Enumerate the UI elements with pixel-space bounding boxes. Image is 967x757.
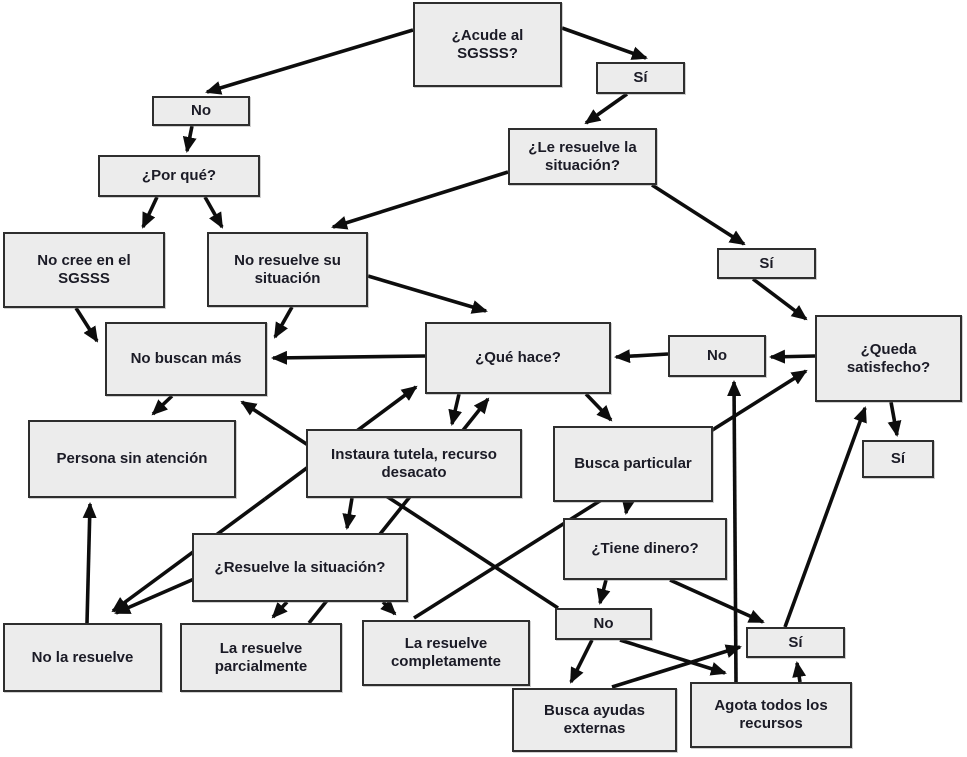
arrow-porque-to-noresuelve_sit [205, 197, 222, 227]
arrow-si_mr-to-queda [753, 279, 806, 319]
arrow-leresuelve-to-si_mr [652, 185, 744, 244]
arrow-agota-to-no_mr [734, 382, 736, 682]
node-nobuscan: No buscan más [105, 322, 267, 396]
arrow-quehace-to-instaura [452, 394, 459, 424]
arrow-noresuelve_sit-to-quehace [368, 276, 486, 311]
arrow-resuelvesit-to-completamente [383, 602, 395, 614]
node-persona: Persona sin atención [28, 420, 236, 498]
arrow-resuelvesit-to-nolaresuelve [116, 579, 194, 613]
arrow-agota-to-si_b [797, 663, 800, 682]
node-si_top: Sí [596, 62, 685, 94]
node-queda: ¿Queda satisfecho? [815, 315, 962, 402]
node-instaura: Instaura tutela, recurso desacato [306, 429, 522, 498]
arrow-buscapart-to-tienedinero [626, 502, 628, 513]
arrow-leresuelve-to-noresuelve_sit [333, 172, 508, 227]
node-tienedinero: ¿Tiene dinero? [563, 518, 727, 580]
node-leresuelve: ¿Le resuelve la situación? [508, 128, 657, 185]
arrow-resuelvesit-to-parcialmente [273, 602, 287, 617]
node-noresuelve_sit: No resuelve su situación [207, 232, 368, 307]
arrow-acude-to-si_top [562, 28, 646, 58]
arrow-quehace-to-buscapart [586, 394, 611, 420]
node-si_mr: Sí [717, 248, 816, 279]
node-resuelvesit: ¿Resuelve la situación? [192, 533, 408, 602]
arrow-porque-to-nocree [143, 197, 157, 227]
arrow-queda-to-no_mr [771, 356, 815, 357]
arrow-buscaayudas-to-si_b [612, 647, 740, 687]
node-porque: ¿Por qué? [98, 155, 260, 197]
arrow-nobuscan-to-persona [153, 396, 172, 414]
node-no_b: No [555, 608, 652, 640]
arrow-si_b-to-queda [785, 408, 865, 627]
node-nocree: No cree en el SGSSS [3, 232, 165, 308]
node-buscapart: Busca particular [553, 426, 713, 502]
arrow-si_top-to-leresuelve [586, 94, 627, 123]
arrow-no_mr-to-quehace [616, 354, 668, 357]
node-nolaresuelve: No la resuelve [3, 623, 162, 692]
node-no_mr: No [668, 335, 766, 377]
arrow-nocree-to-nobuscan [76, 308, 97, 341]
arrow-acude-to-no_tl [207, 30, 413, 92]
node-completamente: La resuelve completamente [362, 620, 530, 686]
arrow-nolaresuelve-to-persona [87, 504, 90, 623]
node-si_b: Sí [746, 627, 845, 658]
node-quehace: ¿Qué hace? [425, 322, 611, 394]
arrow-tienedinero-to-no_b [600, 580, 606, 603]
arrow-no_tl-to-porque [187, 126, 192, 151]
arrow-quehace-to-nobuscan [273, 356, 425, 358]
arrow-tienedinero-to-si_b [670, 580, 763, 622]
arrow-instaura-to-resuelvesit [347, 498, 352, 528]
node-si_br: Sí [862, 440, 934, 478]
arrow-noresuelve_sit-to-nobuscan [275, 307, 292, 337]
node-no_tl: No [152, 96, 250, 126]
node-buscaayudas: Busca ayudas externas [512, 688, 677, 752]
node-parcialmente: La resuelve parcialmente [180, 623, 342, 692]
node-agota: Agota todos los recursos [690, 682, 852, 748]
node-acude: ¿Acude al SGSSS? [413, 2, 562, 87]
arrow-no_b-to-buscaayudas [571, 640, 592, 682]
arrow-queda-to-si_br [891, 402, 897, 435]
